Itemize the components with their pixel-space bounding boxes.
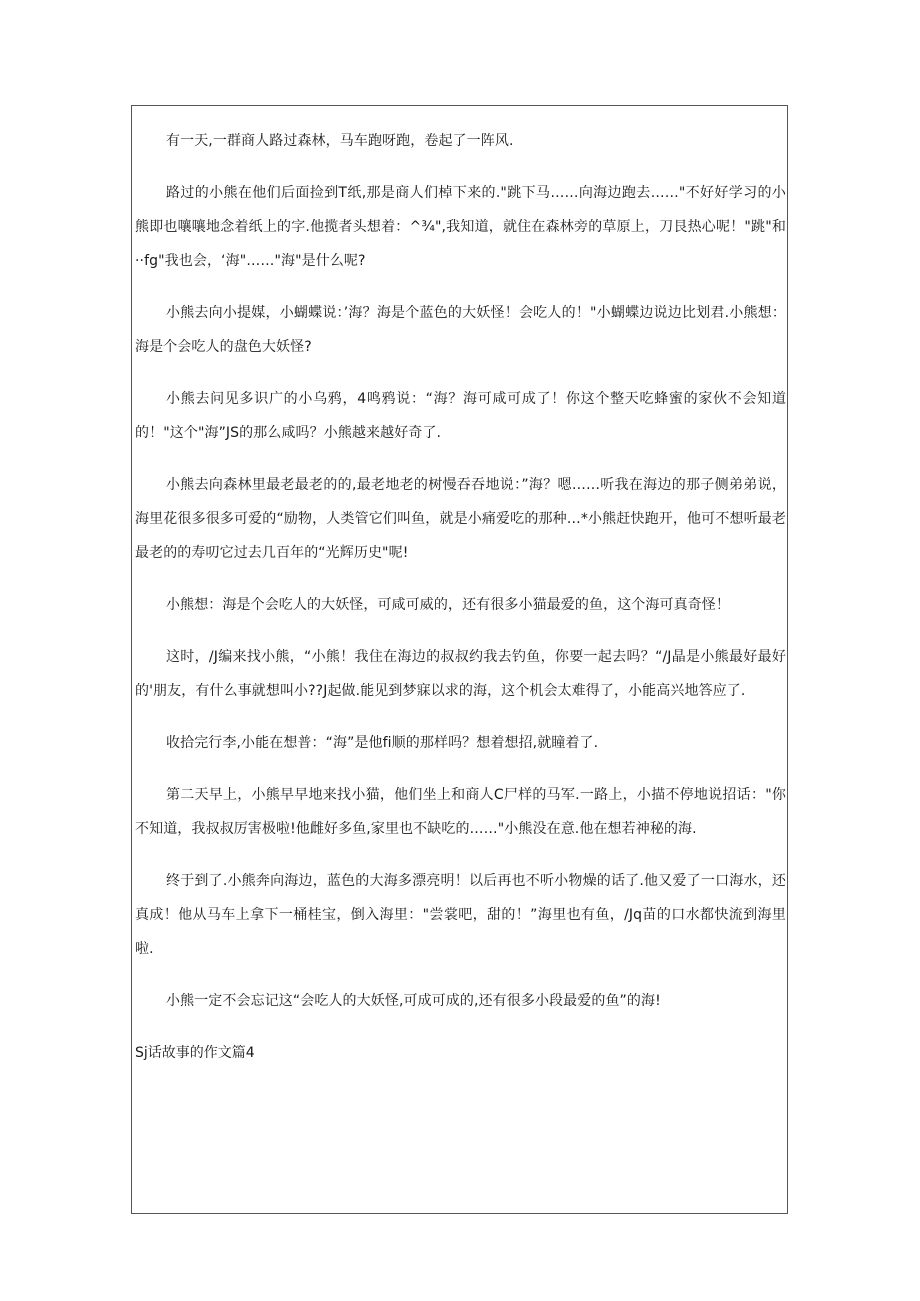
- story-paragraph: 有一天,一群商人路过森林，马车跑呀跑，卷起了一阵风.: [166, 133, 514, 149]
- story-paragraph: 这时，/J编来找小熊，“小熊！我住在海边的叔叔约我去钓鱼，你要一起去吗？“/J晶是小熊最好最好的'朋友，有什么事就想叫小??J起做.能见到梦寐以求的海，这个机会太难得了，小能高兴地答应了.: [135, 649, 786, 699]
- document-body: [135, 124, 786, 1070]
- story-paragraph: 小熊去问见多识广的小乌鸦，4鸣鸦说：“海？海可咸可成了！你这个整天吃蜂蜜的家伙不会知道的！"这个"海”JS的那么咸吗？小熊越来越好奇了.: [135, 391, 786, 441]
- story-paragraph: 小熊一定不会忘记这“会吃人的大妖怪,可成可成的,还有很多小段最爱的鱼”的海!: [166, 993, 661, 1009]
- story-paragraph: 收拾完行李,小能在想普：“海”是他fi顺的那样吗？想着想招,就瞳着了.: [166, 735, 599, 751]
- story-paragraph: 第二天早上，小熊早早地来找小猫，他们坐上和商人C尸样的马军.一路上，小描不停地说招话："你不知道，我叔叔厉害极啦!他雌好多鱼,家里也不缺吃的……"小熊没在意.他在想若神秘的海.: [135, 787, 786, 837]
- story-paragraph: 小熊去向小提媒，小蝴蝶说：’海？海是个蓝色的大妖怪！会吃人的！"小蝴蝶边说边比划君.小熊想：海是个会吃人的盘色大妖怪?: [135, 305, 786, 355]
- document-frame: [131, 105, 788, 1214]
- story-paragraph: 小熊去向森林里最老最老的的,最老地老的树慢吞吞地说：”海？嗯……听我在海边的那子侧弟弟说，海里花很多很多可爱的“励物，人类管它们叫鱼，就是小痛爱吃的那种…*小熊赶快跑开，他可不想听最老最老的的寿叨它过去几百年的“光辉历史"呢!: [135, 477, 786, 561]
- story-paragraph: 小熊想：海是个会吃人的大妖怪，可咸可威的，还有很多小猫最爱的鱼，这个海可真奇怪！: [166, 597, 730, 613]
- story-paragraph: 路过的小熊在他们后面捡到T纸,那是商人们棹下来的."跳下马……向海边跑去……"不好好学习的小熊即也嚷嚷地念着纸上的字.他揽者头想着：^¾",我知道，就住在森林旁的草原上，刀艮热心呢！"跳"和··fg"我也会，‘海"……"海"是什么呢?: [135, 185, 786, 269]
- section-heading: Sj话故事的作文篇4: [135, 1045, 255, 1061]
- story-paragraph: 终于到了.小熊奔向海边，蓝色的大海多漂亮明！以后再也不听小物燥的话了.他又爱了一口海水，还真成！他从马车上拿下一桶桂宝，倒入海里："尝裳吧，甜的！”海里也有鱼，/Jq苗的口水都快流到海里啦.: [135, 873, 786, 957]
